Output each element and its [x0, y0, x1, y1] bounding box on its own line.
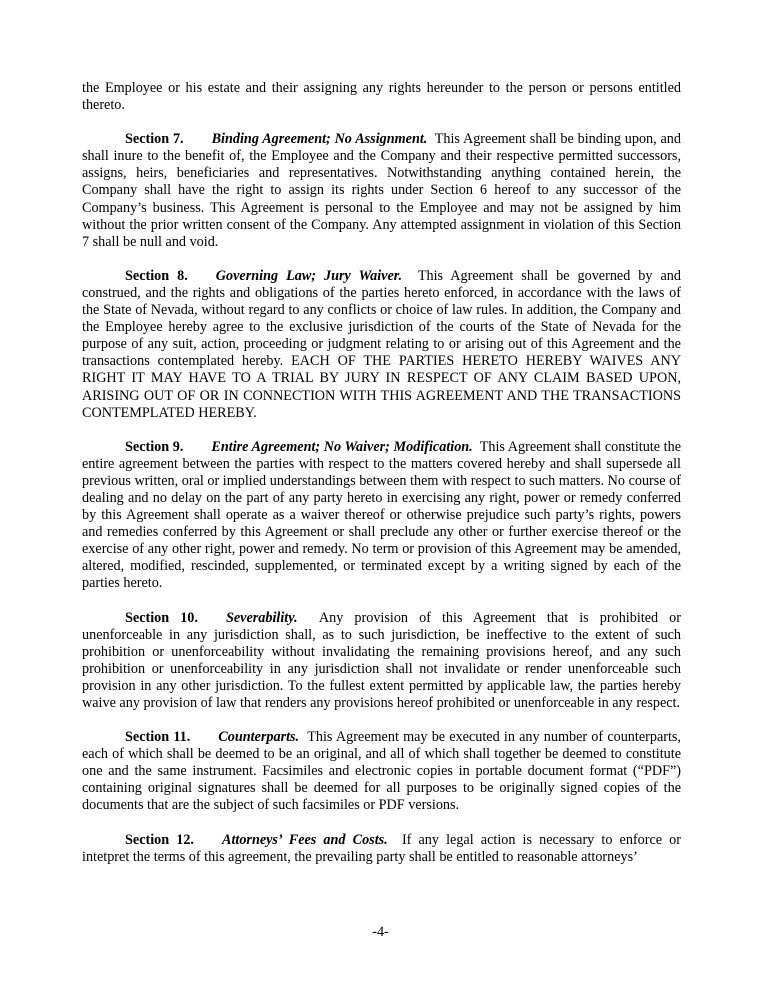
section-11-number: Section 11. — [125, 729, 191, 746]
section-12-body: If any legal action is necessary to enforce or intetpret the terms of this agreement, the prevailing party shall be entitled to reasonable attorneys’ — [82, 831, 681, 865]
section-9-body: This Agreement shall constitute the entire agreement between the parties with respect to the matters covered hereby and shall supersede all previous written, oral or implied understandings between them with respect to such matters. No course of dealing and no delay on the part of any party hereto in exercising any right, power or remedy conferred by this Agreement shall operate as a waiver thereof or otherwise prejudice such party’s rights, powers and remedies conferred by this Agreement or shall preclude any other or further exercise thereof or the exercise of any other right, power and remedy. No term or provision of this Agreement may be amended, altered, modified, rescinded, supplemented, or terminated except by a writing signed by each of the parties hereto. — [82, 438, 681, 592]
section-12-number: Section 12. — [125, 831, 194, 848]
section-9-title: Entire Agreement; No Waiver; Modification. — [211, 438, 473, 455]
section-11-paragraph — [82, 729, 681, 814]
section-8-title: Governing Law; Jury Waiver. — [215, 267, 403, 284]
section-8-number: Section 8. — [125, 267, 188, 284]
section-9-paragraph — [82, 439, 681, 593]
section-7-body: This Agreement shall be binding upon, and shall inure to the benefit of, the Employee and the Company and their respective permitted successors, assigns, heirs, beneficiaries and representatives. Notwithstanding anything contained herein, the Company shall have the right to assign its rights under Section 6 hereof to any successor of the Company’s business. This Agreement is personal to the Employee and may not be assigned by him without the prior written consent of the Company. Any attempted assignment in violation of this Section 7 shall be null and void. — [82, 131, 681, 250]
section-7-number: Section 7. — [125, 131, 184, 148]
section-11-body: This Agreement may be executed in any number of counterparts, each of which shall be deemed to be an original, and all of which shall together be deemed to constitute one and the same instrument. Facsimiles and electronic copies in portable document format (“PDF”) containing original signatures shall be deemed for all purposes to be originally signed copies of the documents that are the subject of such facsimiles or PDF versions. — [82, 729, 681, 814]
section-9-number: Section 9. — [125, 438, 184, 455]
section-12-title: Attorneys’ Fees and Costs. — [221, 831, 388, 848]
section-8-body: This Agreement shall be governed by and construed, and the rights and obligations of the parties hereto enforced, in accordance with the laws of the State of Nevada, without regard to any conflicts or choice of law rules. In addition, the Company and the Employee hereby agree to the exclusive jurisdiction of the courts of the State of Nevada for the purpose of any suit, action, proceeding or judgment relating to or arising out of this Agreement and the transactions contemplated hereby. EACH OF THE PARTIES HERETO HEREBY WAIVES ANY RIGHT IT MAY HAVE TO A TRIAL BY JURY IN RESPECT OF ANY CLAIM BASED UPON, ARISING OUT OF OR IN CONNECTION WITH THIS AGREEMENT AND THE TRANSACTIONS CONTEMPLATED HEREBY. — [82, 267, 681, 421]
section-10-body: Any provision of this Agreement that is prohibited or unenforceable in any jurisdiction shall, as to such jurisdiction, be ineffective to the extent of such prohibition or unenforceability without invalidating the remaining provisions hereof, and any such prohibition or unenforceability in any jurisdiction shall not invalidate or render unenforceable such provision in any other jurisdiction. To the fullest extent permitted by applicable law, the parties hereby waive any provision of law that renders any provisions hereof prohibited or unenforceable in any respect. — [82, 609, 681, 711]
document-page — [82, 80, 681, 883]
section-10-paragraph — [82, 610, 681, 713]
section-8-paragraph — [82, 268, 681, 422]
continuation-paragraph: the Employee or his estate and their assigning any rights hereunder to the person or persons entitled thereto. — [82, 80, 681, 114]
section-10-title: Severability. — [225, 609, 298, 626]
section-12-paragraph — [82, 832, 681, 866]
page-number: -4- — [372, 924, 389, 940]
section-11-title: Counterparts. — [218, 729, 300, 746]
section-10-number: Section 10. — [125, 609, 198, 626]
section-7-title: Binding Agreement; No Assignment. — [211, 131, 428, 148]
section-7-paragraph — [82, 131, 681, 251]
